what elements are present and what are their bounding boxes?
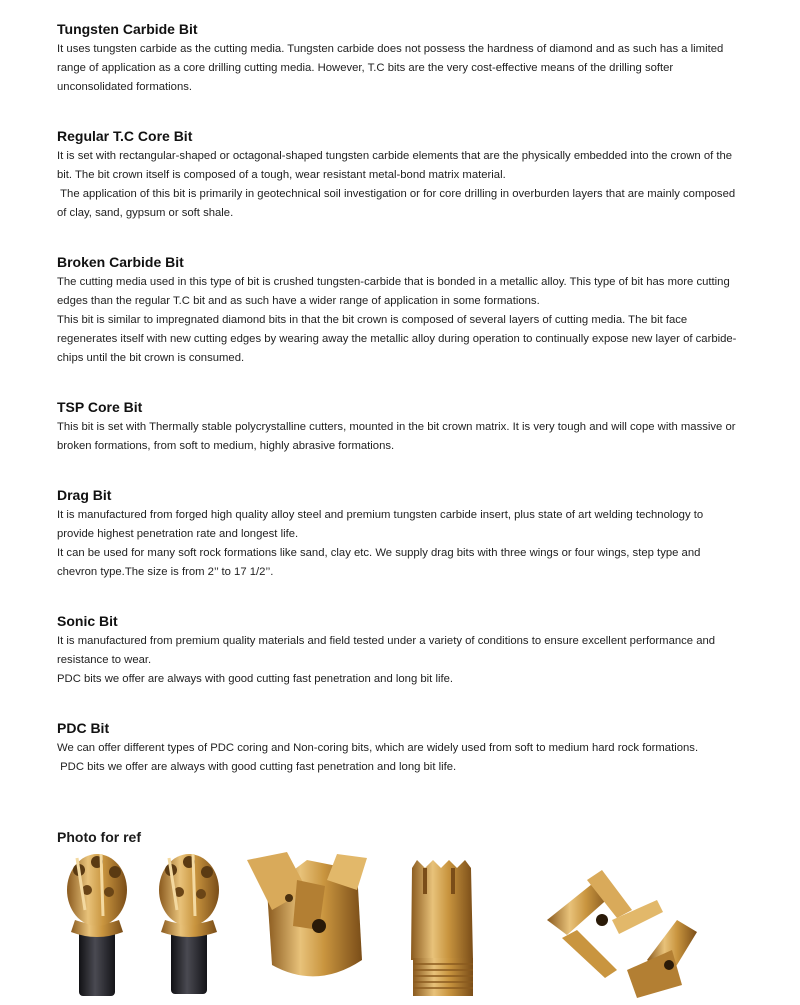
photo-strip-graphic [57,850,747,1000]
photo-strip [57,850,747,1000]
section-paragraph: It is set with rectangular-shaped or octagonal-shaped tungsten carbide elements that are the physically embedded into the crown of the bit. The bit crown itself is composed of a tough, wear resistant metal-bond matrix material. [57,150,733,181]
pdc-bit-photo-1 [67,854,127,996]
section-paragraph: It can be used for many soft rock formations like sand, clay etc. We supply drag bits with three wings or four wings, step type and chevron type.The size is from 2’’ to 17 1/2’’. [57,547,701,578]
section-tungsten-carbide-bit [57,20,737,97]
section-pdc-bit [57,719,737,777]
section-tsp-core-bit [57,398,737,456]
section-paragraph: It is manufactured from premium quality materials and field tested under a variety of conditions to ensure excellent performance and resistance to wear. [57,635,716,666]
section-title: Broken Carbide Bit [57,254,184,270]
drag-bit-photo [247,852,367,976]
pdc-bit-photo-2 [159,854,219,994]
document-body [57,20,737,807]
section-paragraph: It is manufactured from forged high quality alloy steel and premium tungsten carbide insert, plus state of art welding technology to provide highest penetration rate and longest life. [57,509,704,540]
section-title: PDC Bit [57,720,110,736]
section-paragraph: The application of this bit is primarily in geotechnical soil investigation or for core drilling in overburden layers that are mainly composed of clay, sand, gypsum or soft shale. [57,188,739,219]
tsp-core-bit-photo [411,860,473,996]
section-paragraph: PDC bits we offer are always with good cutting fast penetration and long bit life. [57,673,454,685]
section-title: Regular T.C Core Bit [57,128,193,144]
section-paragraph: We can offer different types of PDC coring and Non-coring bits, which are widely used from soft to medium hard rock formations. [57,742,699,754]
section-title: Tungsten Carbide Bit [57,21,198,37]
section-drag-bit [57,486,737,582]
section-sonic-bit [57,612,737,689]
section-title: Sonic Bit [57,613,118,629]
section-paragraph: The cutting media used in this type of bit is crushed tungsten-carbide that is bonded in a metallic alloy. This type of bit has more cutting edges than the regular T.C bit and as such have a wider range of application in some formations. [57,276,730,307]
section-paragraph: PDC bits we offer are always with good cutting fast penetration and long bit life. [57,761,457,773]
section-title: Drag Bit [57,487,112,503]
photo-section-title: Photo for ref [57,829,141,845]
section-paragraph: This bit is similar to impregnated diamond bits in that the bit crown is composed of several layers of cutting media. The bit face regenerates itself with new cutting edges by wearing away the metallic alloy during operation to continually expose new layer of carbide-chips until the bit crown is consumed. [57,314,737,364]
section-title: TSP Core Bit [57,399,143,415]
four-wing-drag-bit-photo [547,870,697,998]
section-paragraph: This bit is set with Thermally stable polycrystalline cutters, mounted in the bit crown matrix. It is very tough and will cope with massive or broken formations, from soft to medium, highly abrasive formations. [57,421,736,452]
section-regular-tc-core-bit [57,127,737,223]
section-broken-carbide-bit [57,253,737,368]
section-paragraph: It uses tungsten carbide as the cutting media. Tungsten carbide does not possess the hardness of diamond and as such has a limited range of application as a core drilling cutting media. However, T.C bits are the very cost-effective means of the drilling softer unconsolidated formations. [57,43,724,93]
